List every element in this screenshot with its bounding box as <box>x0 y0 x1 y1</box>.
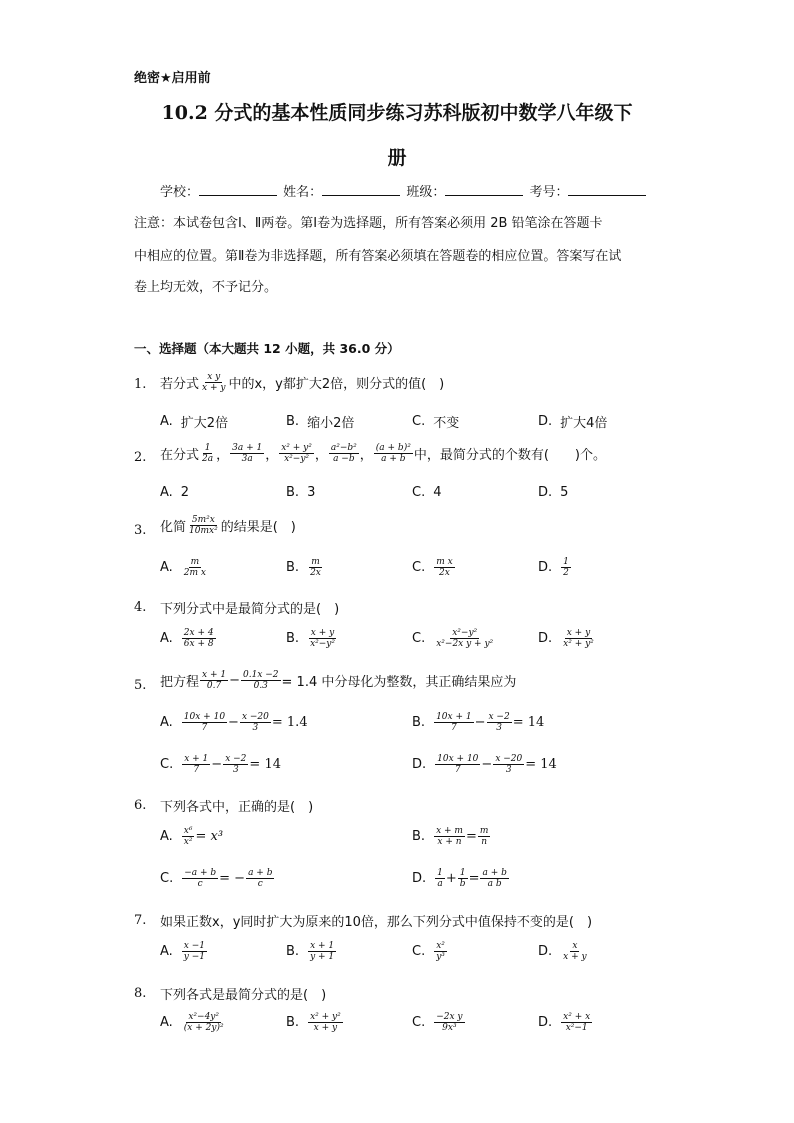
q5-option-c[interactable]: C. $\frac{x + 1}{7}$ − $\frac{x -2}{3}$ = 14 <box>160 754 281 776</box>
q8-option-d[interactable]: D. $\frac{\text{x² + x}}{\text{x²−1}}$ <box>538 1012 591 1034</box>
q6-option-c[interactable]: C. $\frac{-a + b}{c}$ = − $\frac{a + b}{c}$ <box>160 868 273 890</box>
q3-option-c[interactable]: C. $\frac{\text{m x}}{2x}$ <box>412 557 453 579</box>
section-heading: 一、选择题（本大题共 12 小题，共 36.0 分） <box>134 341 400 356</box>
notice-line3: 卷上均无效，不予记分。 <box>134 280 278 295</box>
q2-number: 2. <box>134 450 147 465</box>
q8-option-c[interactable]: C. $\frac{\text{−2x y}}{\text{9x³}}$ <box>412 1012 463 1034</box>
exam-no-label: 考号： <box>529 185 569 200</box>
q5-post: = 1.4 中分母化为整数，其正确结果应为 <box>281 675 517 691</box>
q3-number: 3. <box>134 523 147 538</box>
q1-option-c[interactable]: C. 不变 <box>412 414 460 431</box>
q2-frac-2: $\frac{3a + 1}{3a}$ <box>232 443 263 465</box>
q6-stem: 下列各式中，正确的是( ) <box>160 800 314 815</box>
exam-no-blank <box>568 183 646 196</box>
q2-post: 中，最简分式的个数有( )个。 <box>413 448 606 464</box>
q2-frac-3: $\frac{\text{x² + y²}}{\text{x²−y²}}$ <box>281 443 312 465</box>
q8-number: 8. <box>134 986 147 1001</box>
q2-frac-4: $\frac{\text{a²−b²}}{a -b}$ <box>330 443 357 465</box>
school-label: 学校： <box>160 185 200 200</box>
notice-line2: 中相应的位置。第Ⅱ卷为非选择题，所有答案必须填在答题卷的相应位置。答案写在试 <box>134 249 622 264</box>
q7-option-d[interactable]: D. $\frac{x}{x + y}$ <box>538 941 587 963</box>
q3-fraction: $\frac{\text{5m²x}}{\text{10mx²}}$ <box>189 515 218 537</box>
q7-option-a[interactable]: A. $\frac{x -1}{y -1}$ <box>160 941 206 963</box>
q2-option-c[interactable]: C. 4 <box>412 485 442 500</box>
q2-option-a[interactable]: A. 2 <box>160 485 190 500</box>
q4-option-d[interactable]: D. $\frac{x + y}{\text{x² + y²}}$ <box>538 628 594 650</box>
q3-pre: 化简 <box>160 520 187 536</box>
q3-option-d[interactable]: D. $\frac{1}{2}$ <box>538 557 569 579</box>
q5-stem: 把方程 $\frac{x + 1}{0.7}$ − $\frac{0.1x -2}{0.3}$ = 1.4 中分母化为整数，其正确结果应为 <box>160 670 517 692</box>
q1-stem <box>160 372 444 394</box>
q6-option-b[interactable]: B. $\frac{x + m}{x + n}$ = $\frac{m}{n}$ <box>412 826 489 848</box>
name-blank <box>322 183 400 196</box>
class-blank <box>445 183 523 196</box>
q6-option-d[interactable]: D. $\frac{1}{a}$ + $\frac{1}{b}$ = $\frac{a + b}{\text{a b}}$ <box>412 868 507 890</box>
q7-stem: 如果正数x，y同时扩大为原来的10倍，那么下列分式中值保持不变的是( ) <box>160 915 593 930</box>
q3-option-a[interactable]: A. $\frac{m}{\text{2m x}}$ <box>160 557 206 579</box>
q4-option-a[interactable]: A. $\frac{2x + 4}{6x + 8}$ <box>160 628 214 650</box>
q5-number: 5. <box>134 678 147 693</box>
q6-number: 6. <box>134 798 147 813</box>
q3-post: 的结果是( ) <box>220 520 296 536</box>
q8-option-a[interactable]: A. $\frac{\text{x²−4y²}}{\text{(x + 2y)²}}$ <box>160 1012 224 1034</box>
q5-option-d[interactable]: D. $\frac{10x + 10}{7}$ − $\frac{x -20}{3}$ = 14 <box>412 754 557 776</box>
class-label: 班级： <box>406 185 446 200</box>
q6-option-a[interactable]: A. $\frac{\text{x⁶}}{\text{x²}}$ = x³ <box>160 826 224 848</box>
secret-stamp: 绝密★启用前 <box>134 71 211 86</box>
q2-frac-1: $\frac{1}{2a}$ <box>202 443 214 465</box>
q7-number: 7. <box>134 913 147 928</box>
notice-line1: 注意：本试卷包含Ⅰ、Ⅱ两卷。第Ⅰ卷为选择题，所有答案必须用 2B 铅笔涂在答题卡 <box>134 216 603 231</box>
q1-option-b[interactable]: B. 缩小2倍 <box>286 414 355 431</box>
q1-pre: 若分式 <box>160 377 200 393</box>
doc-title-line2: 册 <box>387 147 407 169</box>
q1-option-a[interactable]: A. 扩大2倍 <box>160 414 229 431</box>
q1-option-d[interactable]: D. 扩大4倍 <box>538 414 608 431</box>
q1-number: 1. <box>134 377 147 392</box>
q7-option-c[interactable]: C. $\frac{\text{x²}}{\text{y³}}$ <box>412 941 445 963</box>
doc-title-line1: 10.2 分式的基本性质同步练习苏科版初中数学八年级下 <box>161 102 633 124</box>
q4-option-b[interactable]: B. $\frac{x + y}{\text{x²−y²}}$ <box>286 628 335 650</box>
q3-stem <box>160 515 296 537</box>
q2-stem: 在分式 $\frac{1}{2a}$ ， $\frac{3a + 1}{3a}$ ， $\frac{\text{x² + y²}}{\text{x²−y²}}$ ， $\frac{\text{a²−b²}}{a -b}$ ， $\frac{\text{(a + b)²}}{a + b}$ 中，最简分式的个数有( )个。 <box>160 443 606 465</box>
q5-frac-1: $\frac{x + 1}{0.7}$ <box>202 670 227 692</box>
q2-pre: 在分式 <box>160 448 200 464</box>
q8-option-b[interactable]: B. $\frac{\text{x² + y²}}{x + y}$ <box>286 1012 341 1034</box>
q3-option-b[interactable]: B. $\frac{m}{2x}$ <box>286 557 321 579</box>
q4-number: 4. <box>134 600 147 615</box>
q1-fraction: $\frac{\text{x y}}{x + y}$ <box>202 372 226 394</box>
q5-option-a[interactable]: A. $\frac{10x + 10}{7}$ − $\frac{x -20}{3}$ = 1.4 <box>160 712 308 734</box>
school-blank <box>199 183 277 196</box>
q7-option-b[interactable]: B. $\frac{x + 1}{y + 1}$ <box>286 941 335 963</box>
q5-pre: 把方程 <box>160 675 200 691</box>
q5-frac-2: $\frac{0.1x -2}{0.3}$ <box>243 670 279 692</box>
q4-option-c[interactable]: C. $\frac{\text{x²−y²}}{\text{x²−2x y + y²}}$ <box>412 628 494 650</box>
q4-stem: 下列分式中是最简分式的是( ) <box>160 602 340 617</box>
q5-option-b[interactable]: B. $\frac{10x + 1}{7}$ − $\frac{x -2}{3}$ = 14 <box>412 712 545 734</box>
name-label: 姓名： <box>283 185 323 200</box>
q8-stem: 下列各式是最简分式的是( ) <box>160 988 327 1003</box>
q2-option-b[interactable]: B. 3 <box>286 485 316 500</box>
student-info-row <box>160 181 648 200</box>
q2-option-d[interactable]: D. 5 <box>538 485 569 500</box>
q2-frac-5: $\frac{\text{(a + b)²}}{a + b}$ <box>375 443 411 465</box>
q1-post: 中的x，y都扩大2倍，则分式的值( ) <box>228 377 445 393</box>
